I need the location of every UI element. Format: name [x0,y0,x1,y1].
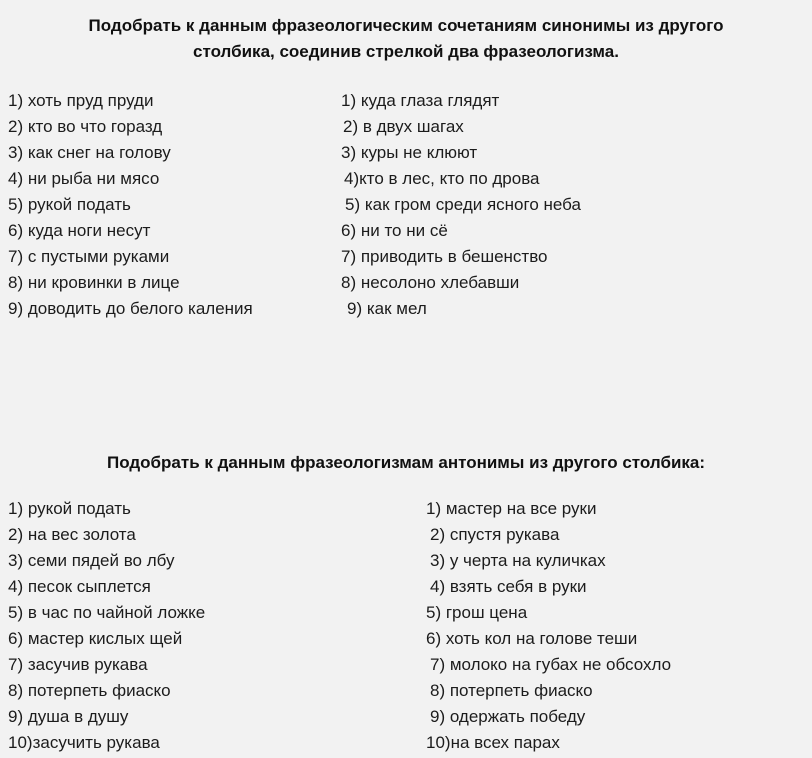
section2-right-column [426,496,671,756]
section1-title-line1: Подобрать к данным фразеологическим сочетаниям синонимы из другого [88,16,724,35]
section1-left-column [8,88,253,322]
list-item: 7) засучив рукава [8,655,148,674]
list-item: 9) одержать победу [430,707,586,726]
section1-right-column [341,88,581,322]
list-item: 1) рукой подать [8,499,131,518]
list-item: 2) в двух шагах [343,117,464,136]
list-item: 9) как мел [347,299,427,318]
list-item: 6) ни то ни сё [341,221,448,240]
list-item: 1) куда глаза глядят [341,91,500,110]
list-item: 5) в час по чайной ложке [8,603,206,622]
list-item: 6) куда ноги несут [8,221,151,240]
list-item: 6) мастер кислых щей [8,629,183,648]
list-item: 3) как снег на голову [8,143,171,162]
list-item: 8) потерпеть фиаско [430,681,593,700]
list-item: 6) хоть кол на голове теши [426,629,638,648]
section1-title [0,13,812,65]
list-item: 4) взять себя в руки [430,577,587,596]
section2-title: Подобрать к данным фразеологизмам антонимы из другого столбика: [106,453,706,472]
list-item: 2) кто во что горазд [8,117,163,136]
list-item: 1) мастер на все руки [426,499,597,518]
list-item: 9) душа в душу [8,707,129,726]
list-item: 7) приводить в бешенство [341,247,548,266]
list-item: 7) с пустыми руками [8,247,170,266]
list-item: 3) семи пядей во лбу [8,551,175,570]
list-item: 8) потерпеть фиаско [8,681,171,700]
list-item: 5) грош цена [426,603,528,622]
list-item: 8) несолоно хлебавши [341,273,520,292]
list-item: 3) куры не клюют [341,143,478,162]
list-item: 1) хоть пруд пруди [8,91,154,110]
list-item: 8) ни кровинки в лице [8,273,180,292]
list-item: 4) ни рыба ни мясо [8,169,160,188]
list-item: 4) песок сыплется [8,577,151,596]
list-item: 2) на вес золота [8,525,136,544]
list-item: 10)на всех парах [426,733,560,752]
list-item: 4)кто в лес, кто по дрова [344,169,540,188]
list-item: 5) рукой подать [8,195,131,214]
list-item: 2) спустя рукава [430,525,560,544]
list-item: 7) молоко на губах не обсохло [430,655,672,674]
list-item: 9) доводить до белого каления [8,299,253,318]
section2-left-column [8,496,205,756]
list-item: 5) как гром среди ясного неба [345,195,581,214]
list-item: 3) у черта на куличках [430,551,606,570]
section1-title-line2: столбика, соединив стрелкой два фразеологизма. [193,42,619,61]
list-item: 10)засучить рукава [8,733,160,752]
